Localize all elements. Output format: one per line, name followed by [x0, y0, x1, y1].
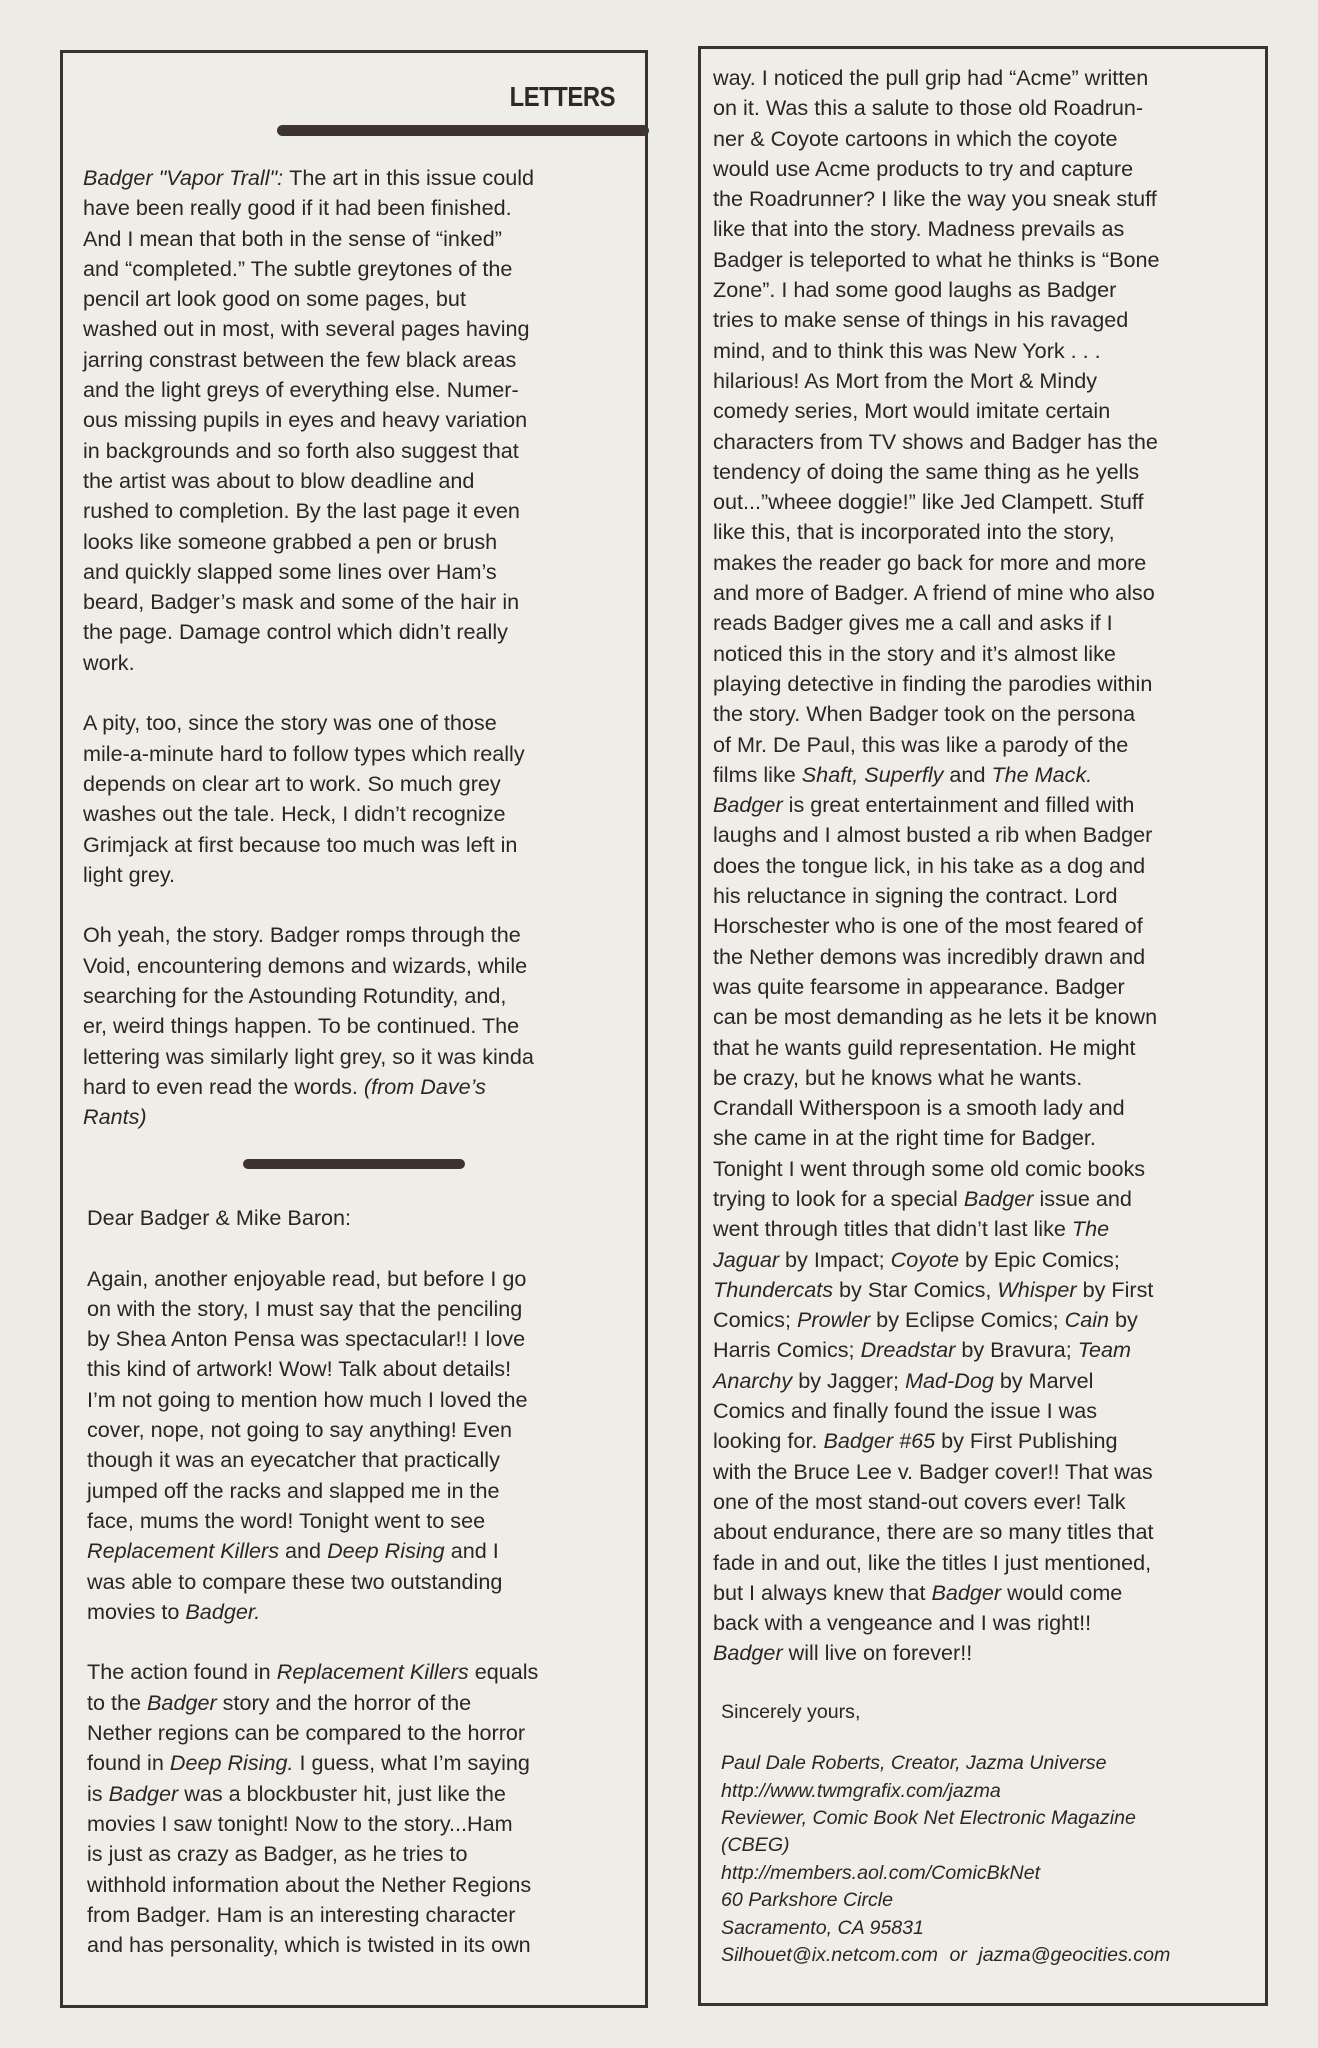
text-line: movies I saw tonight! Now to the story...Ham	[87, 1810, 513, 1836]
text-line: films like Shaft, Superfly and The Mack.	[713, 761, 1093, 787]
text-line: washes out the tale. Heck, I didn’t recognize	[83, 801, 506, 827]
text-line: can be most demanding as he lets it be known	[713, 1004, 1158, 1030]
signature-line: Reviewer, Comic Book Net Electronic Magazine	[721, 1806, 1136, 1829]
text-line: reads Badger gives me a call and asks if I	[713, 610, 1113, 636]
text-line: jarring constrast between the few black areas	[83, 346, 517, 372]
text-line: laughs and I almost busted a rib when Badger	[713, 822, 1153, 848]
signature-line: http://www.twmgrafix.com/jazma	[721, 1779, 1001, 1802]
text-line: Rants)	[83, 1104, 147, 1130]
text-line: way. I noticed the pull grip had “Acme” written	[713, 65, 1149, 90]
letter-divider-rule	[243, 1159, 465, 1169]
text-line: Badger is great entertainment and filled with	[713, 792, 1135, 818]
text-line: and the light greys of everything else. Numer-	[83, 377, 519, 403]
text-line: Badger will live on forever!!	[713, 1640, 973, 1666]
text-line: Crandall Witherspoon is a smooth lady and	[713, 1095, 1125, 1121]
text-line: one of the most stand-out covers ever! Talk	[713, 1488, 1126, 1514]
text-line: Comics and finally found the issue I was	[713, 1398, 1098, 1424]
text-line: trying to look for a special Badger issue and	[713, 1185, 1132, 1211]
text-line: out...”wheee doggie!” like Jed Clampett. Stuff	[713, 489, 1144, 515]
spacer	[713, 1669, 1170, 1699]
text-line: to the Badger story and the horror of the	[87, 1689, 472, 1715]
text-line: from Badger. Ham is an interesting character	[87, 1901, 516, 1927]
text-line: and “completed.” The subtle greytones of the	[83, 255, 513, 281]
text-line: though it was an eyecatcher that practically	[87, 1447, 500, 1473]
text-line: Again, another enjoyable read, but before I go	[87, 1265, 527, 1291]
text-line: hard to even read the words. (from Dave’s	[83, 1073, 486, 1099]
text-line: the Nether demons was incredibly drawn and	[713, 943, 1146, 969]
signature-line: Sacramento, CA 95831	[721, 1916, 924, 1939]
text-line: on with the story, I must say that the penciling	[87, 1295, 523, 1321]
text-line: Badger "Vapor Trall": The art in this issue could	[83, 165, 535, 190]
heading-rule	[277, 125, 649, 136]
letter-1-body	[83, 163, 534, 1133]
left-column-panel	[60, 50, 648, 2008]
text-line: fade in and out, like the titles I just mentioned,	[713, 1549, 1152, 1575]
text-line	[83, 678, 534, 708]
text-line: withhold information about the Nether Regions	[87, 1871, 532, 1897]
text-line: found in Deep Rising. I guess, what I’m saying	[87, 1750, 530, 1776]
text-line: with the Bruce Lee v. Badger cover!! That was	[713, 1458, 1153, 1484]
text-line: characters from TV shows and Badger has the	[713, 428, 1158, 454]
text-line: Anarchy by Jagger; Mad-Dog by Marvel	[713, 1367, 1094, 1393]
text-line: comedy series, Mort would imitate certain	[713, 398, 1111, 424]
text-line: Comics; Prowler by Eclipse Comics; Cain by	[713, 1307, 1138, 1333]
text-line: but I always knew that Badger would come	[713, 1579, 1123, 1605]
text-line: Void, encountering demons and wizards, while	[83, 952, 528, 978]
signature-line: Paul Dale Roberts, Creator, Jazma Universe	[721, 1752, 1107, 1775]
text-line: ner & Coyote cartoons in which the coyote	[713, 125, 1118, 151]
text-line: the artist was about to blow deadline and	[83, 467, 475, 493]
text-line: that he wants guild representation. He might	[713, 1034, 1136, 1060]
text-line: about endurance, there are so many titles that	[713, 1519, 1154, 1545]
text-line: Jaguar by Impact; Coyote by Epic Comics;	[713, 1246, 1120, 1272]
text-line: is just as crazy as Badger, as he tries to	[87, 1841, 468, 1867]
text-line: cover, nope, not going to say anything! Even	[87, 1417, 512, 1443]
signature-line: http://members.aol.com/ComicBkNet	[721, 1861, 1041, 1884]
text-line: like that into the story. Madness prevails as	[713, 216, 1125, 242]
text-line: mile-a-minute hard to follow types which really	[83, 740, 525, 766]
text-line: like this, that is incorporated into the story,	[713, 519, 1115, 545]
text-line: Dear Badger & Mike Baron:	[87, 1205, 352, 1230]
text-line: ous missing pupils in eyes and heavy variation	[83, 407, 528, 433]
signature-block	[721, 1750, 1170, 1942]
text-line: by Shea Anton Pensa was spectacular!! I love	[87, 1326, 526, 1352]
text-line: went through titles that didn’t last like The	[713, 1216, 1110, 1242]
text-line: on it. Was this a salute to those old Roadrun-	[713, 95, 1144, 121]
text-line	[83, 890, 534, 920]
text-line: was able to compare these two outstanding	[87, 1568, 503, 1594]
text-line: face, mums the word! Tonight went to see	[87, 1507, 486, 1533]
text-line: searching for the Astounding Rotundity, and,	[83, 983, 507, 1009]
text-line: Nether regions can be compared to the horror	[87, 1720, 526, 1746]
email-address-2: jazma@geocities.com	[978, 1943, 1171, 1966]
text-line: noticed this in the story and it’s almost like	[713, 640, 1116, 666]
text-line: Oh yeah, the story. Badger romps through the	[83, 922, 521, 948]
text-line: have been really good if it had been finished.	[83, 195, 512, 221]
text-line: is Badger was a blockbuster hit, just like the	[87, 1780, 506, 1806]
text-line: and more of Badger. A friend of mine who also	[713, 580, 1155, 606]
text-line: Badger is teleported to what he thinks is “Bone	[713, 246, 1160, 272]
text-line: tries to make sense of things in his ravaged	[713, 307, 1129, 333]
text-line: washed out in most, with several pages having	[83, 316, 530, 342]
text-line: of Mr. De Paul, this was like a parody of the	[713, 731, 1129, 757]
text-line: Grimjack at first because too much was left in	[83, 831, 518, 857]
email-address-1: Silhouet@ix.netcom.com	[721, 1943, 939, 1966]
text-line: er, weird things happen. To be continued. The	[83, 1013, 520, 1039]
email-join: or	[949, 1943, 967, 1966]
text-line: looking for. Badger #65 by First Publishing	[713, 1428, 1118, 1454]
text-line: the Roadrunner? I like the way you sneak stuff	[713, 186, 1157, 212]
right-column-panel	[698, 46, 1268, 2006]
text-line: in backgrounds and so forth also suggest that	[83, 437, 519, 463]
text-line: work.	[83, 649, 135, 675]
text-line: Harris Comics; Dreadstar by Bravura; Team	[713, 1337, 1132, 1363]
text-line: movies to Badger.	[87, 1598, 261, 1624]
text-line: the page. Damage control which didn’t really	[83, 619, 508, 645]
closing-line: Sincerely yours,	[721, 1700, 861, 1723]
text-line: his reluctance in signing the contract. Lord	[713, 883, 1118, 909]
text-line: rushed to completion. By the last page it even	[83, 498, 520, 524]
text-line: the story. When Badger took on the persona	[713, 701, 1136, 727]
text-line: back with a vengeance and I was right!!	[713, 1610, 1092, 1636]
text-line: would use Acme products to try and capture	[713, 155, 1134, 181]
text-line: lettering was similarly light grey, so it was kinda	[83, 1043, 534, 1069]
signature-line: 60 Parkshore Circle	[721, 1889, 894, 1912]
text-line: beard, Badger’s mask and some of the hair in	[83, 589, 520, 615]
email-line	[721, 1942, 1170, 1969]
text-line: looks like someone grabbed a pen or brush	[83, 528, 498, 554]
text-line: Zone”. I had some good laughs as Badger	[713, 277, 1117, 303]
signature-line: (CBEG)	[721, 1834, 790, 1857]
text-line: playing detective in finding the parodies within	[713, 670, 1153, 696]
letter-2-continued	[713, 63, 1170, 1669]
right-column-content	[713, 63, 1170, 1969]
text-line: does the tongue lick, in his take as a dog and	[713, 852, 1146, 878]
text-line: hilarious! As Mort from the Mort & Mindy	[713, 367, 1098, 393]
text-line: depends on clear art to work. So much grey	[83, 770, 501, 796]
text-line: Thundercats by Star Comics, Whisper by First	[713, 1276, 1154, 1302]
text-line: The action found in Replacement Killers equals	[87, 1659, 539, 1685]
page-title: LETTERS	[509, 81, 615, 112]
text-line: tendency of doing the same thing as he yells	[713, 458, 1140, 484]
text-line: and quickly slapped some lines over Ham’s	[83, 558, 497, 584]
text-line	[87, 1627, 538, 1657]
text-line: pencil art look good on some pages, but	[83, 286, 466, 312]
text-line: A pity, too, since the story was one of those	[83, 710, 497, 736]
text-line: she came in at the right time for Badger.	[713, 1125, 1096, 1151]
text-line: Replacement Killers and Deep Rising and I	[87, 1538, 499, 1564]
text-line: this kind of artwork! Wow! Talk about details!	[87, 1356, 512, 1382]
letter-2-body	[87, 1203, 538, 1960]
text-line: was quite fearsome in appearance. Badger	[713, 973, 1125, 999]
text-line: light grey.	[83, 861, 176, 887]
text-line: makes the reader go back for more and more	[713, 549, 1147, 575]
spacer	[713, 1726, 1170, 1750]
text-line: mind, and to think this was New York . . .	[713, 337, 1101, 363]
text-line: I’m not going to mention how much I loved the	[87, 1386, 528, 1412]
text-line: Tonight I went through some old comic books	[713, 1155, 1146, 1181]
text-line: And I mean that both in the sense of “inked”	[83, 225, 502, 251]
text-line: and has personality, which is twisted in its own	[87, 1932, 531, 1958]
text-line: jumped off the racks and slapped me in the	[87, 1477, 500, 1503]
text-line: be crazy, but he knows what he wants.	[713, 1064, 1083, 1090]
text-line: Horschester who is one of the most feared of	[713, 913, 1143, 939]
text-line	[87, 1233, 538, 1263]
